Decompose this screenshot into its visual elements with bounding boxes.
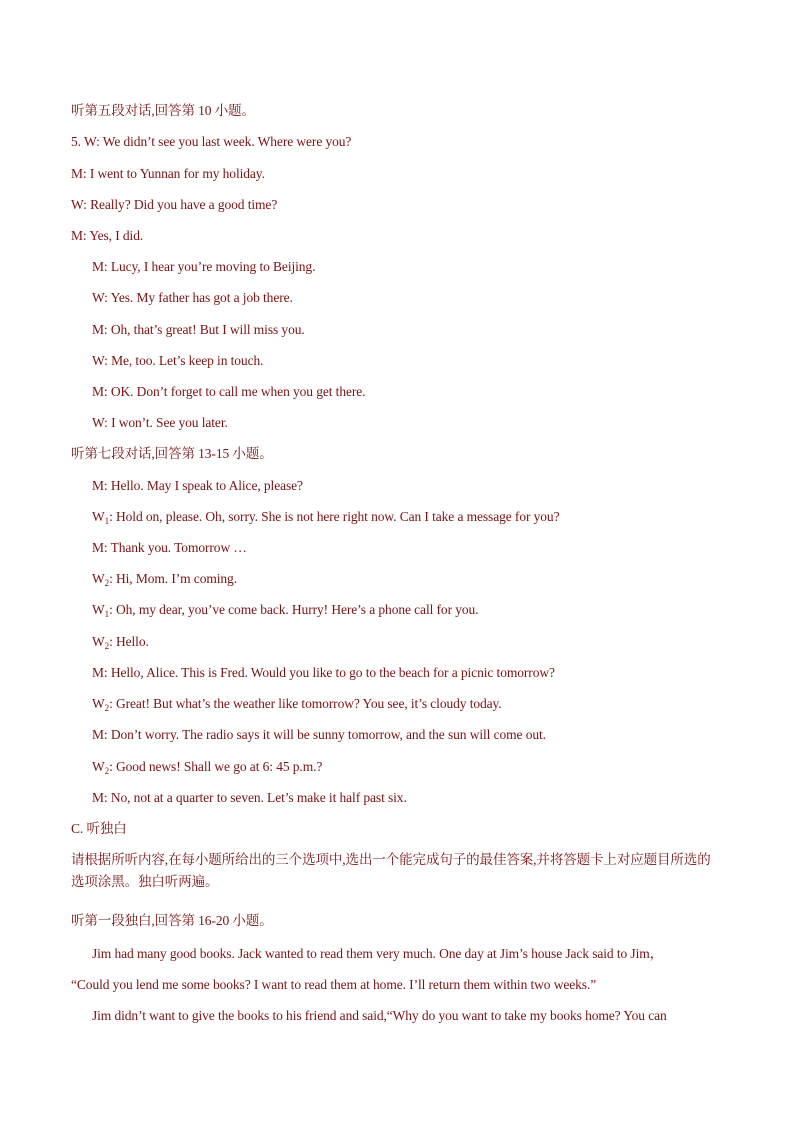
utterance: : Oh, my dear, you’ve come back. Hurry! Here’s a phone call for you. (109, 602, 479, 617)
dialogue6-line: M: OK. Don’t forget to call me when you get there. (92, 384, 366, 399)
speaker-subscript: 2 (104, 766, 110, 776)
dialogue7-line (92, 758, 322, 776)
dialogue7-line (92, 570, 237, 588)
utterance: : Thank you. Tomorrow … (103, 540, 247, 555)
utterance: : Hold on, please. Oh, sorry. She is not here right now. Can I take a message for you? (109, 509, 560, 524)
dialogue7-line (92, 539, 247, 557)
speaker-subscript: 2 (104, 641, 110, 651)
speaker-subscript: 1 (104, 609, 110, 619)
dialogue6-line: W: Me, too. Let’s keep in touch. (92, 353, 264, 368)
speaker: W (92, 571, 105, 586)
speaker-subscript: 2 (104, 703, 110, 713)
speaker: M (92, 727, 104, 742)
dialogue5-line: M: Yes, I did. (71, 228, 144, 243)
utterance: : Great! But what’s the weather like tomorrow? You see, it’s cloudy today. (109, 696, 502, 711)
dialogue7-line (92, 664, 555, 682)
speaker: W (92, 602, 105, 617)
speaker: W (92, 759, 105, 774)
dialogue7-line (92, 601, 478, 619)
utterance: : Hi, Mom. I’m coming. (109, 571, 237, 586)
dialogue7-line (92, 789, 407, 807)
dialogue5-line: M: I went to Yunnan for my holiday. (71, 166, 265, 181)
dialogue6-line: M: Oh, that’s great! But I will miss you. (92, 322, 305, 337)
monologue1-heading: 听第一段独白,回答第 16-20 小题。 (71, 913, 273, 928)
dialogue6-line: W: Yes. My father has got a job there. (92, 290, 293, 305)
utterance: : No, not at a quarter to seven. Let’s make it half past six. (103, 790, 407, 805)
speaker: W (92, 509, 105, 524)
utterance: : Hello, Alice. This is Fred. Would you like to go to the beach for a picnic tomorrow? (103, 665, 555, 680)
monologue1-line: Jim didn’t want to give the books to his friend and said,“Why do you want to take my books home? You can (92, 1008, 667, 1023)
dialogue6-line: M: Lucy, I hear you’re moving to Beijing. (92, 259, 316, 274)
dialogue7-line (92, 633, 149, 651)
dialogue7-line (92, 726, 546, 744)
section7-heading: 听第七段对话,回答第 13-15 小题。 (71, 446, 273, 461)
part-c-title: C. 听独白 (71, 821, 127, 836)
monologue1-line: Jim had many good books. Jack wanted to read them very much. One day at Jim’s house Jack said to Jim， (92, 946, 664, 961)
utterance: : Don’t worry. The radio says it will be sunny tomorrow, and the sun will come out. (103, 727, 546, 742)
part-c-instruction: 请根据所听内容,在每小题所给出的三个选项中,选出一个能完成句子的最佳答案,并将答题卡上对应题目所选的选项涂黑。独白听两遍。 (71, 852, 711, 889)
speaker: W (92, 696, 105, 711)
section5-heading: 听第五段对话,回答第 10 小题。 (71, 103, 255, 118)
dialogue6-line: W: I won’t. See you later. (92, 415, 228, 430)
speaker: M (92, 665, 104, 680)
utterance: : Hello. May I speak to Alice, please? (103, 478, 303, 493)
speaker-subscript: 1 (104, 516, 110, 526)
utterance: : Good news! Shall we go at 6: 45 p.m.? (109, 759, 323, 774)
speaker: W (92, 634, 105, 649)
dialogue7-line (92, 695, 502, 713)
speaker: M (92, 540, 104, 555)
monologue1-line: “Could you lend me some books? I want to read them at home. I’ll return them within two weeks.” (71, 977, 597, 992)
dialogue5-line: 5. W: We didn’t see you last week. Where were you? (71, 134, 352, 149)
utterance: : Hello. (109, 634, 149, 649)
dialogue7-line (92, 508, 559, 526)
speaker-subscript: 2 (104, 578, 110, 588)
dialogue5-line: W: Really? Did you have a good time? (71, 197, 278, 212)
speaker: M (92, 790, 104, 805)
dialogue7-line (92, 477, 303, 495)
speaker: M (92, 478, 104, 493)
